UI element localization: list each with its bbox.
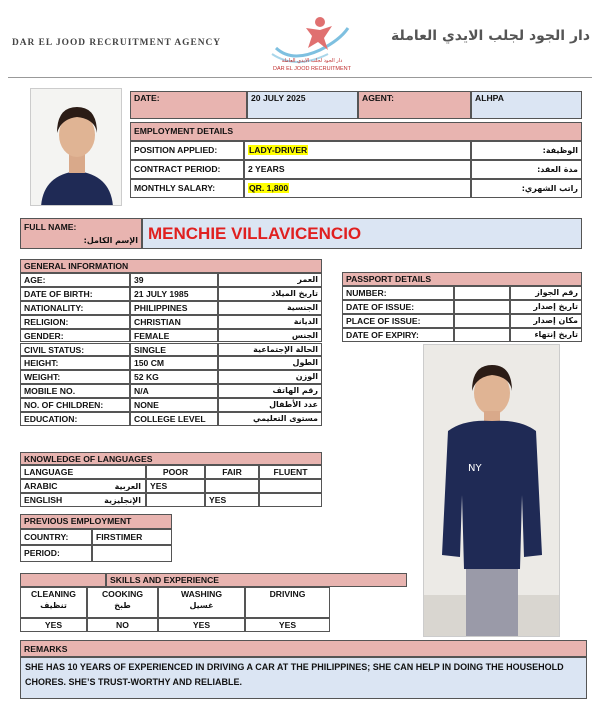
skill-name: CLEANING [31,589,76,599]
agent-value: ALHPA [471,91,582,119]
general-label: DATE OF BIRTH: [20,287,130,301]
general-value: N/A [130,384,218,398]
skill-name-ar: تنظيف [40,601,67,610]
skill-value: YES [245,618,330,632]
previous-country-label: COUNTRY: [20,529,92,545]
previous-country-value: FIRSTIMER [92,529,172,545]
skill-name: COOKING [101,589,144,599]
general-label: AGE: [20,273,130,287]
language-cell [205,479,259,493]
languages-header: LANGUAGE [20,465,146,479]
skill-name-ar: غسيل [189,601,214,610]
skill-name-ar: طبخ [114,601,131,610]
passport-label: DATE OF EXPIRY: [342,328,454,342]
general-label-ar: تاريخ الميلاد [218,287,322,301]
general-label-ar: عدد الأطفال [218,398,322,412]
general-value: 52 KG [130,370,218,384]
passport-value [454,286,510,300]
passport-label: NUMBER: [342,286,454,300]
general-label-ar: الديانة [218,315,322,329]
language-cell: YES [146,479,205,493]
passport-label: DATE OF ISSUE: [342,300,454,314]
employment-title: EMPLOYMENT DETAILS [130,122,582,141]
general-label-ar: الجنسية [218,301,322,315]
skill-name: DRIVING [269,589,306,599]
general-value: 21 JULY 1985 [130,287,218,301]
previous-period-label: PERIOD: [20,545,92,562]
general-label: GENDER: [20,329,130,343]
shirt-logo-text: NY [468,463,482,474]
passport-value [454,328,510,342]
skill-value: YES [158,618,245,632]
employment-label-ar: الوظيفة: [471,141,582,160]
full-name-label-ar: الإسم الكامل: [83,236,138,245]
full-name-label-box [20,218,142,249]
employment-label-ar: راتب الشهري: [471,179,582,198]
skills-title-left [20,573,106,587]
full-name-value: MENCHIE VILLAVICENCIO [148,224,362,243]
agency-name-en: DAR EL JOOD RECRUITMENT AGENCY [12,38,222,48]
general-value: 39 [130,273,218,287]
remarks-text: SHE HAS 10 YEARS OF EXPERIENCED IN DRIVING A CAR AT THE PHILIPPINES; SHE CAN HELP IN DOING THE HOUSEHOLD CHORES. SHE’S TRUST-WORTHY AND RELIABLE. [25,662,564,687]
passport-label-ar: رقم الجواز [510,286,582,300]
general-label-ar: رقم الهاتف [218,384,322,398]
skill-header [158,587,245,618]
passport-label-ar: تاريخ إصدار [510,300,582,314]
general-label-ar: الجنس [218,329,322,343]
general-value: PHILIPPINES [130,301,218,315]
employment-value: QR. 1,800 [244,179,471,198]
agent-label: AGENT: [358,91,471,119]
skill-value: YES [20,618,87,632]
general-label-ar: مستوى التعليمي [218,412,322,426]
employment-label: MONTHLY SALARY: [130,179,244,198]
remarks-box [20,657,587,699]
language-cell: YES [205,493,259,507]
languages-header: FLUENT [259,465,322,479]
portrait-photo [30,88,122,206]
general-value: FEMALE [130,329,218,343]
general-value: SINGLE [130,343,218,357]
full-name-label: FULL NAME: [24,222,77,232]
languages-header: FAIR [205,465,259,479]
passport-label: PLACE OF ISSUE: [342,314,454,328]
agency-logo [262,8,362,78]
languages-title: KNOWLEDGE OF LANGUAGES [20,452,322,465]
languages-header: POOR [146,465,205,479]
skill-header [20,587,87,618]
passport-label-ar: تاريخ إنتهاء [510,328,582,342]
full-name-value-box [142,218,582,249]
remarks-title: REMARKS [20,640,587,657]
skill-name: WASHING [180,589,223,599]
employment-label: POSITION APPLIED: [130,141,244,160]
general-label: CIVIL STATUS: [20,343,130,357]
passport-value [454,300,510,314]
skills-title: SKILLS AND EXPERIENCE [106,573,407,587]
general-label: NO. OF CHILDREN: [20,398,130,412]
language-cell [259,493,322,507]
employment-label: CONTRACT PERIOD: [130,160,244,179]
general-label: EDUCATION: [20,412,130,426]
skill-header [245,587,330,618]
full-body-photo [423,344,560,637]
previous-period-value [92,545,172,562]
general-label: RELIGION: [20,315,130,329]
previous-title: PREVIOUS EMPLOYMENT [20,514,172,529]
employment-label-ar: مدة العقد: [471,160,582,179]
general-label-ar: الطول [218,356,322,370]
passport-value [454,314,510,328]
language-cell [259,479,322,493]
skill-value: NO [87,618,158,632]
language-cell [146,493,205,507]
logo-text-ar: دار الجود لجلب الايدي العاملة [281,58,343,64]
general-value: 150 CM [130,356,218,370]
skill-header [87,587,158,618]
general-value: NONE [130,398,218,412]
logo-text-en: DAR EL JOOD RECRUITMENT [272,66,352,72]
general-label-ar: الوزن [218,370,322,384]
general-label-ar: العمر [218,273,322,287]
general-label: NATIONALITY: [20,301,130,315]
header-divider [8,77,592,78]
language-row-english: ENGLISH الإنجليزية [20,493,146,507]
general-label-ar: الحالة الإجتماعية [218,343,322,357]
agency-name-ar: دار الجود لجلب الايدي العاملة [390,28,590,44]
language-row-arabic: ARABIC العربية [20,479,146,493]
employment-value: 2 YEARS [244,160,471,179]
general-value: COLLEGE LEVEL [130,412,218,426]
passport-title: PASSPORT DETAILS [342,272,582,286]
general-label: HEIGHT: [20,356,130,370]
general-label: MOBILE NO. [20,384,130,398]
general-title: GENERAL INFORMATION [20,259,322,273]
general-label: WEIGHT: [20,370,130,384]
date-value: 20 JULY 2025 [247,91,358,119]
general-value: CHRISTIAN [130,315,218,329]
employment-value: LADY-DRIVER [244,141,471,160]
date-label: DATE: [130,91,247,119]
passport-label-ar: مكان إصدار [510,314,582,328]
